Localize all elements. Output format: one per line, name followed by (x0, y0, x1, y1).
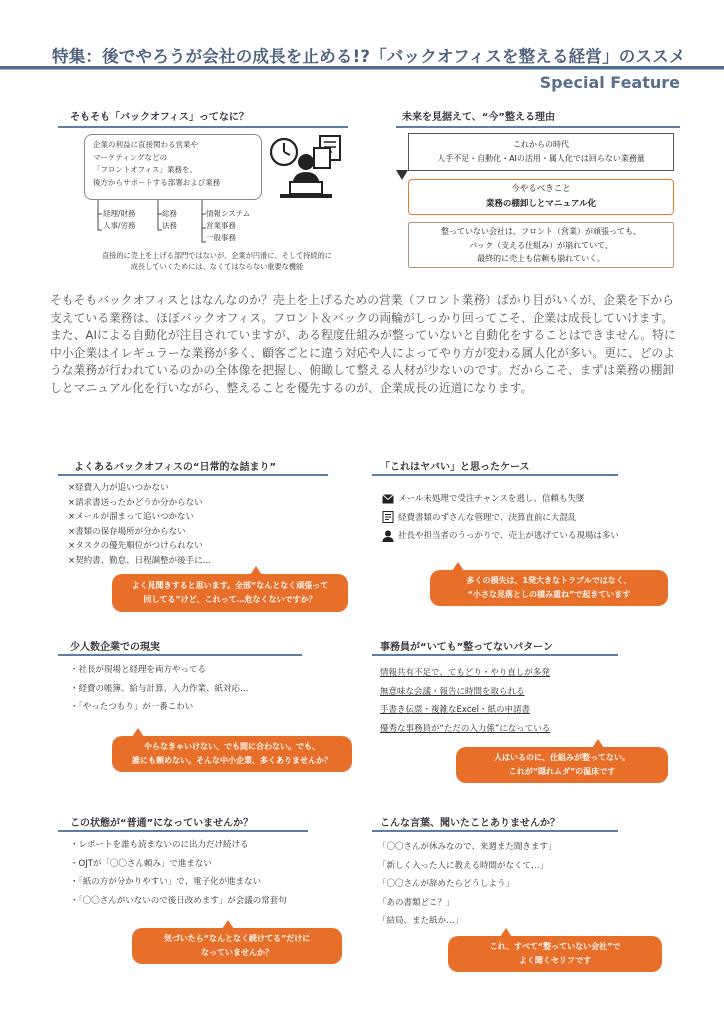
definition-box: 企業の利益に直接関わる営業や マーケティングなどの 「フロントオフィス」業務を、 後方からサポートする部署および業務 (84, 134, 262, 200)
section-heading-phrases: こんな言葉、聞いたことありませんか？ (380, 818, 560, 829)
list-item: ・経費の帳簿、給与計算、入力作業、紙対応… (70, 683, 249, 694)
office-worker-icon (268, 132, 346, 204)
bracket-icon (92, 200, 102, 236)
clerk-pattern-list (380, 664, 550, 738)
list-item: ×書類の保存場所が分からない (68, 526, 186, 537)
list-item: ・レポートを誰も読まないのに出力だけ続ける (70, 840, 249, 850)
section-rule (58, 654, 302, 656)
section-heading-daily-jams: よくあるバックオフィスの“日常的な詰まり” (74, 462, 277, 473)
list-item: 無意味な会議・報告に時間を取られる (380, 686, 525, 697)
speech-bubble: 気づいたら“なんとなく続けてる”だけに なっていませんか？ (132, 928, 342, 964)
section-rule (58, 126, 348, 128)
list-item: 「結局、また紙か…」 (378, 916, 464, 926)
list-item: ×経費入力が追いつかない (68, 483, 169, 493)
page-title: 特集：後でやろうが会社の成長を止める!?「バックオフィスを整える経営」のススメ (52, 47, 686, 66)
bracket-icon (196, 200, 206, 248)
list-item: 「あの書類どこ？」 (378, 897, 455, 908)
daily-jams-list (68, 481, 211, 569)
list-item: ・OJTが「〇〇さん頼み」で進まない (70, 858, 212, 869)
speech-bubble: 多くの損失は、1発大きなトラブルではなく、 “小さな見落としの積み重ね”で起きています (430, 570, 668, 606)
speech-bubble: これ、すべて“整っていない会社”で よく聞くセリフです (448, 936, 662, 972)
speech-bubble: やらなきゃいけない、でも間に合わない。でも、 誰にも頼めない。そんな中小企業、多くありませんか？ (112, 736, 352, 772)
phrases-list (378, 838, 556, 931)
list-item: ・社長が現場と経理を両方やってる (70, 665, 207, 675)
era-box: これからの時代 人手不足・自動化・AIの活用・属人化では回らない業務量 (408, 133, 674, 171)
bracket-icon (152, 200, 162, 236)
speech-bubble: よく見聞きすると思います。全部“なんとなく頑張って 回してる”けど、これって…危なくないですか？ (112, 574, 348, 612)
section-heading-small-company: 少人数企業での現実 (70, 642, 160, 653)
section-rule (372, 474, 618, 476)
list-item: 手書き伝票・複雑なExcel・紙の申請書 (380, 705, 531, 715)
body-paragraph: そもそもバックオフィスとはなんなのか？売上を上げるための営業（フロント業務）ばかり目がいくが、企業を下から支えている業務は、ほぼバックオフィス。フロント＆バックの両輪がしっかり回ってこそ、企業は成長していけます。また、AIによる自動化が注目されていますが、ある程度仕組みが整っていないと自動化をすることはできません。特に中小企業はイレギュラーな業務が多く、顧客ごとに違う対応や人によってやり方が変わる属人化が多い。更に、どのような業務が行われているのかの全体像を把握し、俯瞰して整える人材が少ないのです。だからこそ、まずは業務の棚卸しとマニュアル化を行いながら、整えることを優先するのが、企業成長の近道になります。 (50, 293, 676, 395)
warning-box: 整っていない会社は、フロント（営業）が頑張っても、 バック（支える仕組み）が崩れていて、 最終的に売上も信頼も崩れていく。 (408, 222, 674, 268)
list-item: ・「やったつもり」が一番こわい (70, 702, 194, 712)
section-heading-normal-state: この状態が“普通”になっていませんか？ (70, 818, 254, 829)
title-rule-thin (0, 69, 724, 70)
dept-list-3: 情報システム 営業事務 一般事務 (206, 209, 251, 242)
section-heading-future: 未来を見据えて、“今”整える理由 (402, 112, 555, 123)
list-item: 「〇〇さんが辞めたらどうしよう」 (378, 879, 515, 889)
list-item: ×メールが溜まって追いつかない (68, 512, 194, 523)
section-rule (58, 830, 308, 832)
section-rule (372, 654, 618, 656)
arrow-down-icon (396, 170, 408, 184)
small-company-list (70, 661, 249, 717)
section-rule (396, 126, 680, 128)
list-item: ×契約書、勤怠、日程調整が後手に… (68, 555, 212, 566)
document-icon (382, 511, 394, 523)
speech-bubble: 人はいるのに、仕組みが整ってない。 これが“隠れムダ”の温床です (456, 747, 668, 783)
list-item: 情報共有不足で、てもどり・やり直しが多発 (380, 668, 550, 678)
list-item: 優秀な事務員が“ただの入力係”になっている (380, 723, 551, 734)
list-item: ×請求書送ったかどうか分からない (68, 497, 203, 508)
list-item: メール未処理で受注チャンスを逃し、信頼も失墜 (382, 490, 619, 509)
section-heading-clerk-pattern: 事務員が“いても”整ってないパターン (380, 642, 553, 653)
section-heading-backoffice: そもそも「バックオフィス」ってなに？ (70, 112, 249, 123)
list-item: ・「紙の方が分かりやすい」で、電子化が進まない (70, 877, 262, 887)
page-subtitle: Special Feature (539, 73, 680, 92)
backoffice-note: 直接的に売上を上げる部門ではないが、企業が円滑に、そして持続的に 成長していくためには、なくてはならない重要な機能 (101, 251, 332, 271)
section-rule (372, 830, 618, 832)
mail-icon (382, 494, 394, 504)
section-rule (58, 474, 328, 476)
dept-list-1: 経理/財務 人事/労務 (103, 209, 136, 230)
list-item: 「新しく入った人に教える時間がなくて…」 (378, 860, 549, 871)
section-heading-danger-cases: 「これはヤバい」と思ったケース (380, 462, 530, 473)
person-icon (382, 530, 394, 542)
list-item: 経費書類のずさんな管理で、決算直前に大混乱 (382, 509, 619, 528)
normal-state-list (70, 836, 287, 910)
list-item: 「〇〇さんが休みなので、来週また聞きます」 (378, 842, 557, 852)
list-item: ×タスクの優先順位がつけられない (68, 541, 203, 552)
list-item: ・「〇〇さんがいないので後日改めます」が会議の常套句 (70, 895, 287, 906)
danger-cases-list (382, 490, 619, 546)
todo-box: 今やるべきこと 業務の棚卸しとマニュアル化 (408, 179, 674, 215)
list-item: 社長や担当者のうっかりで、売上が逃げている現場は多い (382, 527, 619, 546)
dept-list-2: 総務 法務 (162, 209, 177, 230)
